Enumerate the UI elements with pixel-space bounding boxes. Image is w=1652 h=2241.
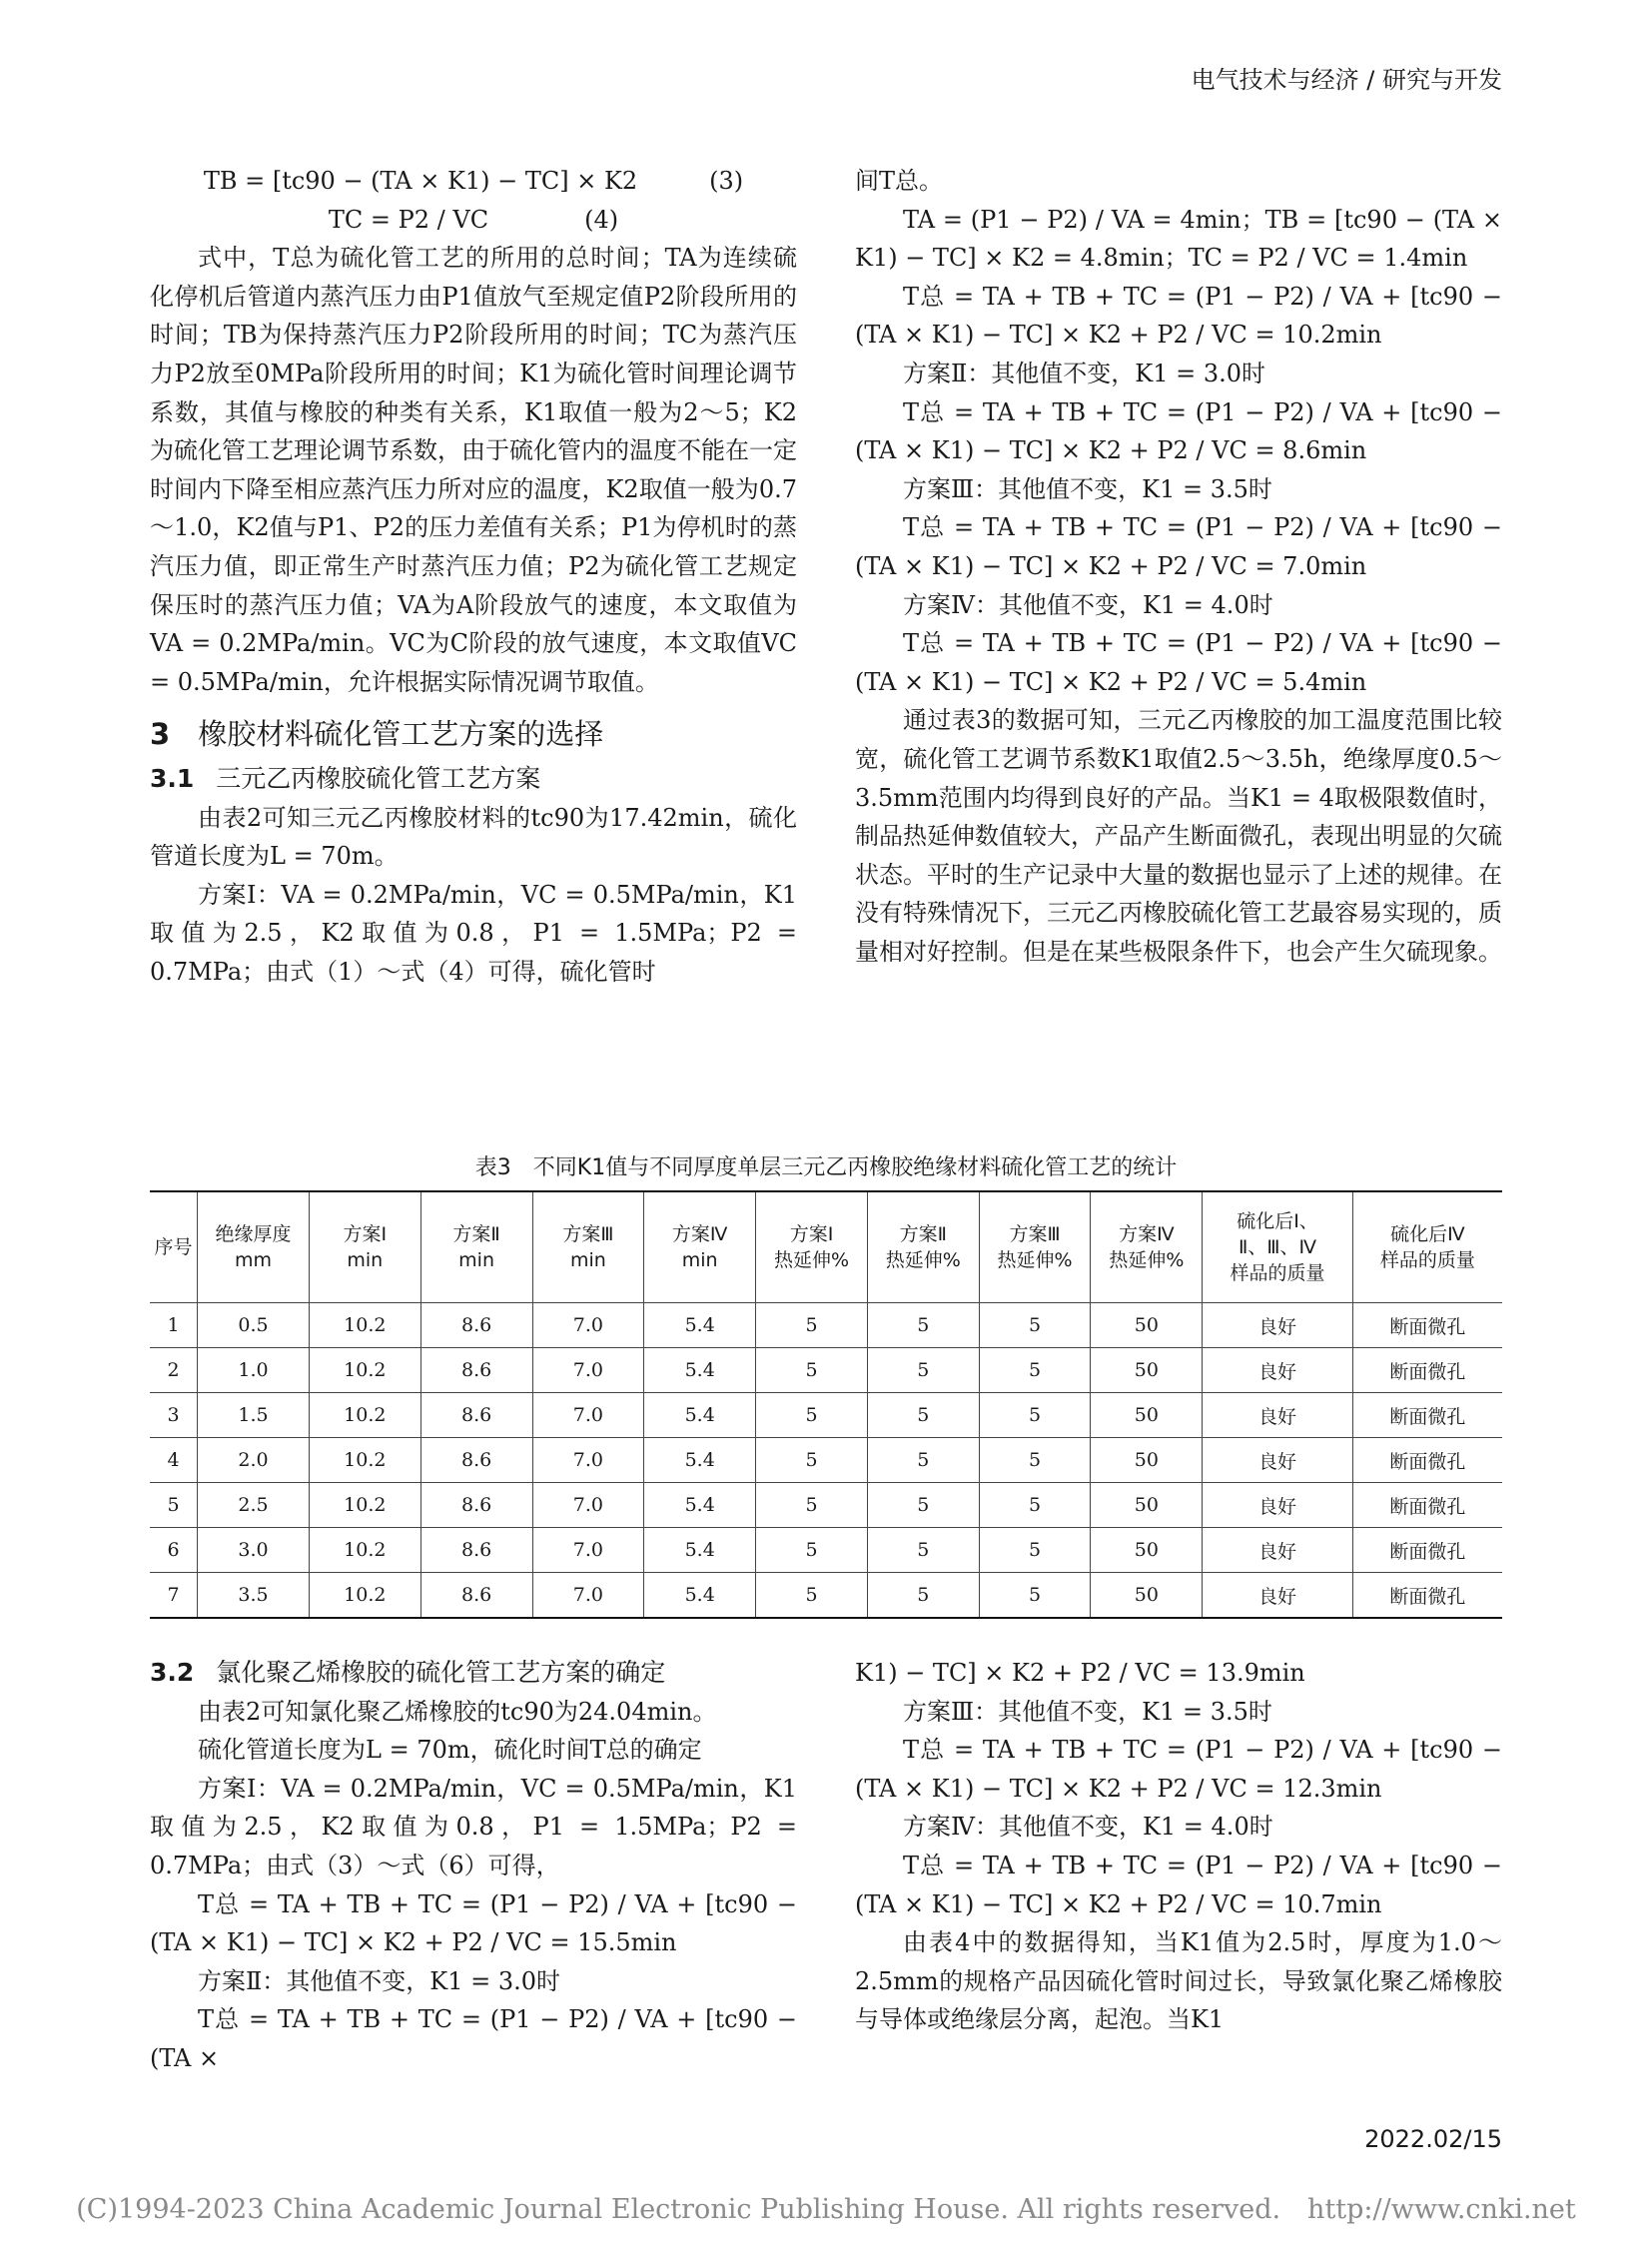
equation-4: TC = P2 / VC (4) [328,205,619,234]
equation-3: TB = [tc90 − (TA × K1) − TC] × K2 (3) [203,167,744,195]
equation: T总 = TA + TB + TC = (P1 − P2) / VA + [tc90 − (TA × K1) − TC] × K2 + P2 / VC = 10.2min [855,282,1502,350]
subsection-title: 三元乙丙橡胶硫化管工艺方案 [216,763,541,793]
table-cell: 5 [867,1348,979,1393]
table-cell: 2 [150,1348,198,1393]
right-column-top [855,162,1502,971]
table-cell: 0.5 [198,1303,310,1348]
subsection-title: 氯化聚乙烯橡胶的硫化管工艺方案的确定 [216,1658,666,1687]
table-cell: 5 [756,1393,868,1438]
table-header-cell: 方案Ⅲ min [532,1191,644,1303]
table-cell: 良好 [1203,1438,1352,1483]
table-cell: 5 [979,1483,1091,1528]
subsection-number: 3.1 [150,763,195,793]
table-cell: 5 [867,1393,979,1438]
table-row [150,1438,1502,1483]
table-header-cell: 方案Ⅱ 热延伸% [867,1191,979,1303]
equation: T总 = TA + TB + TC = (P1 − P2) / VA + [tc90 − (TA × K1) − TC] × K2 + P2 / VC = 15.5min [150,1889,797,1957]
table-cell: 10.2 [309,1303,420,1348]
table-cell: 5 [979,1303,1091,1348]
paragraph: 通过表3的数据可知，三元乙丙橡胶的加工温度范围比较宽，硫化管工艺调节系数K1取值2.5～3.5h，绝缘厚度0.5～3.5mm范围内均得到良好的产品。当K1 = 4取极限数值时，制品热延伸数值较大，产品产生断面微孔，表现出明显的欠硫状态。平时的生产记录中大量的数据也显示了上述的规律。在没有特殊情况下，三元乙丙橡胶硫化管工艺最容易实现的，质量相对好控制。但是在某些极限条件下，也会产生欠硫现象。 [855,706,1502,966]
right-column-bottom [855,1654,1502,2039]
table-cell: 断面微孔 [1352,1303,1502,1348]
table-cell: 7.0 [532,1438,644,1483]
equation: T总 = TA + TB + TC = (P1 − P2) / VA + [tc90 − (TA × K1) − TC] × K2 + P2 / VC = 5.4min [855,629,1502,696]
table-cell: 50 [1091,1348,1203,1393]
table-cell: 5.4 [644,1303,756,1348]
table-cell: 7 [150,1573,198,1619]
table-cell: 7.0 [532,1393,644,1438]
equation-continued: K1) − TC] × K2 + P2 / VC = 13.9min [855,1659,1305,1687]
paragraph: 硫化管道长度为L = 70m，硫化时间T总的确定 [198,1736,702,1765]
scheme-heading: 方案Ⅳ：其他值不变，K1 = 4.0时 [903,590,1273,619]
table-cell: 5 [867,1483,979,1528]
table-cell: 3 [150,1393,198,1438]
table-cell: 5 [867,1528,979,1573]
section-heading-3 [150,715,797,754]
paragraph: 由表4中的数据得知，当K1值为2.5时，厚度为1.0～2.5mm的规格产品因硫化管时间过长，导致氯化聚乙烯橡胶与导体或绝缘层分离，起泡。当K1 [855,1928,1502,2034]
table-cell: 1 [150,1303,198,1348]
data-table [150,1190,1502,1619]
table-row [150,1483,1502,1528]
table-row [150,1393,1502,1438]
table-cell: 7.0 [532,1348,644,1393]
table-header-cell: 硫化后Ⅳ 样品的质量 [1352,1191,1502,1303]
equation: T总 = TA + TB + TC = (P1 − P2) / VA + [tc90 − (TA × K1) − TC] × K2 + P2 / VC = 7.0min [855,513,1502,580]
table-header-cell: 方案Ⅳ min [644,1191,756,1303]
table-cell: 良好 [1203,1483,1352,1528]
equation: T总 = TA + TB + TC = (P1 − P2) / VA + [tc90 − (TA × K1) − TC] × K2 + P2 / VC = 10.7min [855,1851,1502,1918]
subsection-heading-3-2 [150,1654,797,1693]
table-header-cell: 方案Ⅰ 热延伸% [756,1191,868,1303]
table-cell: 5 [979,1393,1091,1438]
table-cell: 10.2 [309,1438,420,1483]
table-header-cell: 方案Ⅰ min [309,1191,420,1303]
table-cell: 5 [756,1573,868,1619]
table-cell: 良好 [1203,1573,1352,1619]
table-cell: 5 [756,1348,868,1393]
table-body [150,1303,1502,1619]
table-cell: 8.6 [420,1303,532,1348]
table-cell: 1.5 [198,1393,310,1438]
paragraph: 由表2可知氯化聚乙烯橡胶的tc90为24.04min。 [198,1697,717,1726]
table-cell: 50 [1091,1483,1203,1528]
table-cell: 50 [1091,1528,1203,1573]
table-cell: 8.6 [420,1483,532,1528]
table-cell: 断面微孔 [1352,1483,1502,1528]
table-header-cell: 方案Ⅳ 热延伸% [1091,1191,1203,1303]
table-row [150,1303,1502,1348]
table-header-cell: 方案Ⅲ 热延伸% [979,1191,1091,1303]
table-cell: 7.0 [532,1573,644,1619]
paragraph: 由表2可知三元乙丙橡胶材料的tc90为17.42min，硫化管道长度为L = 70m。 [150,803,797,871]
scheme-heading: 方案Ⅳ：其他值不变，K1 = 4.0时 [903,1813,1273,1842]
table-cell: 10.2 [309,1348,420,1393]
table-cell: 10.2 [309,1528,420,1573]
equation: T总 = TA + TB + TC = (P1 − P2) / VA + [tc90 − (TA × K1) − TC] × K2 + P2 / VC = 12.3min [855,1736,1502,1803]
table-cell: 5.4 [644,1438,756,1483]
table-cell: 5 [867,1573,979,1619]
table-cell: 5.4 [644,1483,756,1528]
table-cell: 良好 [1203,1393,1352,1438]
table-cell: 50 [1091,1303,1203,1348]
equation: T总 = TA + TB + TC = (P1 − P2) / VA + [tc90 − (TA × K1) − TC] × K2 + P2 / VC = 8.6min [855,397,1502,465]
table-cell: 10.2 [309,1573,420,1619]
subsection-number: 3.2 [150,1658,195,1687]
paragraph: 方案Ⅰ：VA = 0.2MPa/min，VC = 0.5MPa/min，K1取值为2.5，K2取值为0.8，P1 = 1.5MPa；P2 = 0.7MPa；由式（3）～式（6）可得， [150,1774,797,1879]
scheme-heading: 方案Ⅱ：其他值不变，K1 = 3.0时 [903,359,1266,387]
table-cell: 5 [756,1483,868,1528]
table-cell: 良好 [1203,1528,1352,1573]
table-cell: 1.0 [198,1348,310,1393]
table-cell: 断面微孔 [1352,1573,1502,1619]
left-column-top [150,162,797,991]
running-header: 电气技术与经济 / 研究与开发 [1191,66,1502,94]
table-cell: 50 [1091,1393,1203,1438]
table-cell: 7.0 [532,1303,644,1348]
table-cell: 6 [150,1528,198,1573]
table-cell: 4 [150,1438,198,1483]
table-cell: 5 [756,1438,868,1483]
scheme-heading: 方案Ⅱ：其他值不变，K1 = 3.0时 [198,1966,561,1995]
table-cell: 5.4 [644,1348,756,1393]
table-cell: 5 [150,1483,198,1528]
table-cell: 10.2 [309,1393,420,1438]
equation: TA = (P1 − P2) / VA = 4min；TB = [tc90 − (TA × K1) − TC] × K2 = 4.8min；TC = P2 / VC = 1.4min [855,205,1502,273]
table-cell: 50 [1091,1438,1203,1483]
table-cell: 断面微孔 [1352,1348,1502,1393]
table-cell: 良好 [1203,1348,1352,1393]
table-cell: 5 [756,1303,868,1348]
scheme-heading: 方案Ⅲ：其他值不变，K1 = 3.5时 [903,474,1272,503]
table-cell: 2.5 [198,1483,310,1528]
table-cell: 断面微孔 [1352,1393,1502,1438]
table-cell: 3.5 [198,1573,310,1619]
table-cell: 8.6 [420,1393,532,1438]
table-cell: 8.6 [420,1573,532,1619]
table-cell: 8.6 [420,1348,532,1393]
page-number: 2022.02/15 [1364,2125,1502,2153]
table-cell: 良好 [1203,1303,1352,1348]
table-row [150,1573,1502,1619]
paragraph: 间T总。 [855,167,944,195]
table-cell: 2.0 [198,1438,310,1483]
scheme-heading: 方案Ⅲ：其他值不变，K1 = 3.5时 [903,1697,1272,1726]
table-header-cell: 方案Ⅱ min [420,1191,532,1303]
table-cell: 5 [979,1438,1091,1483]
copyright-watermark: (C)1994-2023 China Academic Journal Electronic Publishing House. All rights reserved. http://www.cnki.net [76,2194,1576,2225]
table-cell: 3.0 [198,1528,310,1573]
paragraph: 方案Ⅰ：VA = 0.2MPa/min，VC = 0.5MPa/min，K1取值为2.5，K2取值为0.8，P1 = 1.5MPa；P2 = 0.7MPa；由式（1）～式（4）可得，硫化管时 [150,880,797,986]
table-cell: 10.2 [309,1483,420,1528]
table-cell: 8.6 [420,1438,532,1483]
table-cell: 5.4 [644,1528,756,1573]
table-cell: 5 [979,1348,1091,1393]
section-number: 3 [150,717,171,752]
table-cell: 5 [756,1528,868,1573]
table-cell: 7.0 [532,1483,644,1528]
table-header-cell: 绝缘厚度 mm [198,1191,310,1303]
table-cell: 8.6 [420,1528,532,1573]
table-row [150,1348,1502,1393]
table-header-cell: 序号 [150,1191,198,1303]
table-cell: 5 [979,1528,1091,1573]
table-caption: 表3 不同K1值与不同厚度单层三元乙丙橡胶绝缘材料硫化管工艺的统计 [474,1155,1178,1180]
equation: T总 = TA + TB + TC = (P1 − P2) / VA + [tc90 − (TA × [150,2005,797,2072]
table-header-cell: 硫化后Ⅰ、 Ⅱ、Ⅲ、Ⅳ 样品的质量 [1203,1191,1352,1303]
subsection-heading-3-1 [150,760,797,799]
section-title: 橡胶材料硫化管工艺方案的选择 [198,717,604,752]
left-column-bottom [150,1654,797,2078]
table-cell: 5 [867,1303,979,1348]
table-cell: 5 [867,1438,979,1483]
table-header-row [150,1191,1502,1303]
table-cell: 50 [1091,1573,1203,1619]
table-cell: 5.4 [644,1393,756,1438]
table-cell: 7.0 [532,1528,644,1573]
table-cell: 断面微孔 [1352,1438,1502,1483]
table-row [150,1528,1502,1573]
table-cell: 5.4 [644,1573,756,1619]
variable-definitions: 式中，T总为硫化管工艺的所用的总时间；TA为连续硫化停机后管道内蒸汽压力由P1值放气至规定值P2阶段所用的时间；TB为保持蒸汽压力P2阶段所用的时间；TC为蒸汽压力P2放至0MPa阶段所用的时间；K1为硫化管时间理论调节系数，其值与橡胶的种类有关系，K1取值一般为2～5；K2为硫化管工艺理论调节系数，由于硫化管内的温度不能在一定时间内下降至相应蒸汽压力所对应的温度，K2取值一般为0.7～1.0，K2值与P1、P2的压力差值有关系；P1为停机时的蒸汽压力值，即正常生产时蒸汽压力值；P2为硫化管工艺规定保压时的蒸汽压力值；VA为A阶段放气的速度，本文取值为VA = 0.2MPa/min。VC为C阶段的放气速度，本文取值VC = 0.5MPa/min，允许根据实际情况调节取值。 [150,244,797,696]
table-cell: 5 [979,1573,1091,1619]
table-cell: 断面微孔 [1352,1528,1502,1573]
